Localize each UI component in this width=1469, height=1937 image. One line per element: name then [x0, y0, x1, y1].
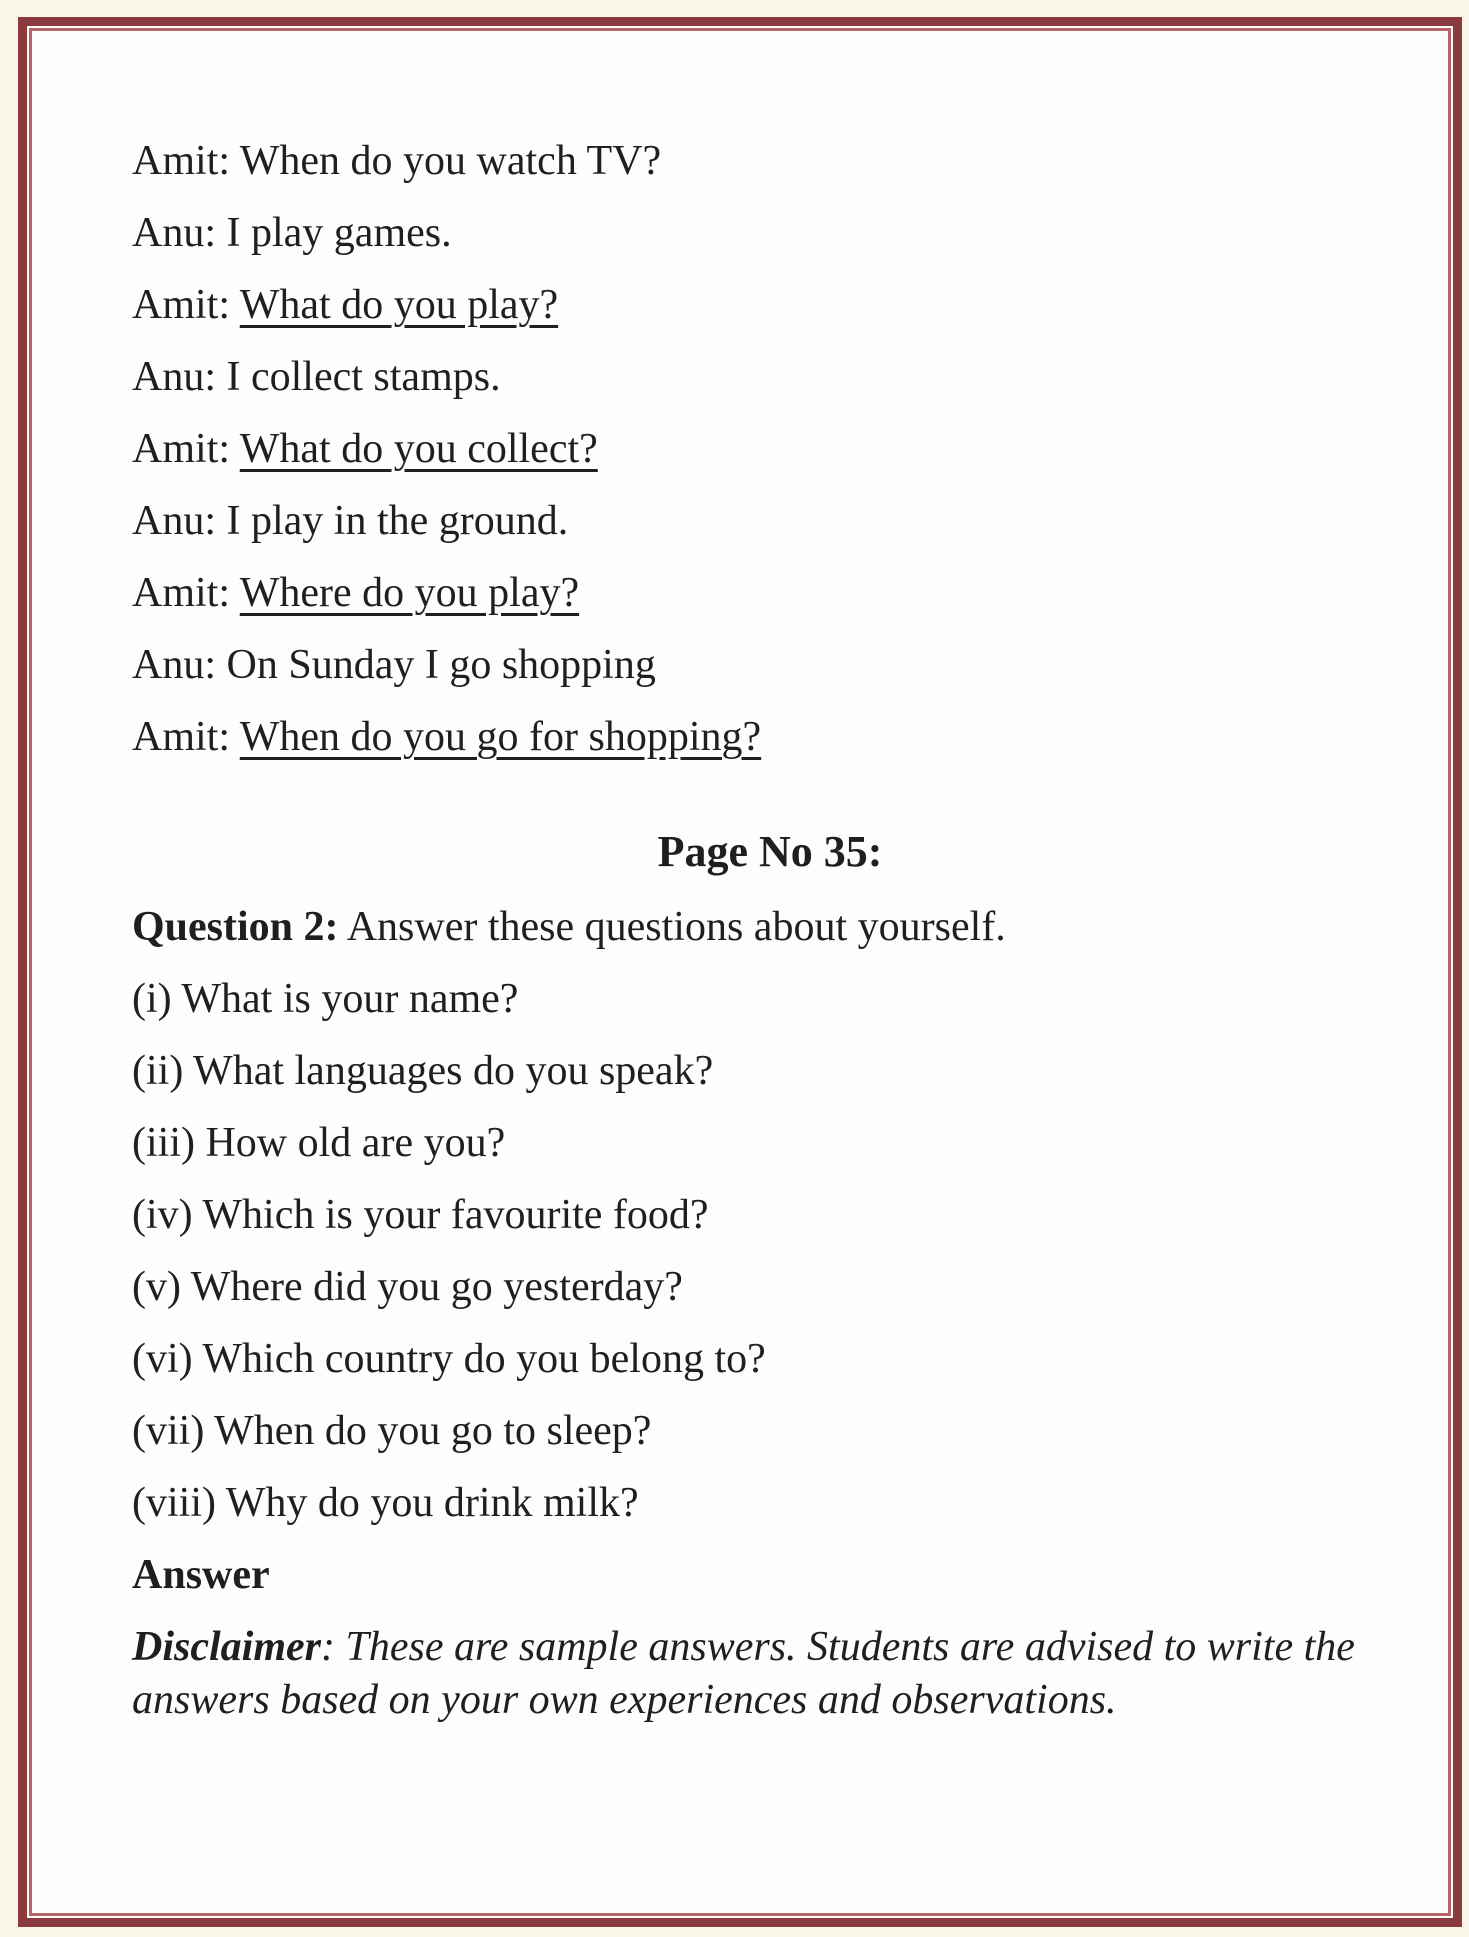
- disclaimer-text: answers based on your own experiences and observations.: [132, 1677, 1117, 1723]
- dialogue-text: Anu: I play in the ground.: [132, 498, 569, 544]
- disclaimer: [132, 1621, 1408, 1727]
- dialogue-line: [132, 495, 1408, 548]
- page-content: [32, 31, 1448, 1913]
- answer-label: Answer: [132, 1552, 270, 1598]
- page-border-inner: [29, 28, 1451, 1916]
- dialogue-line: [132, 207, 1408, 260]
- question-intro: [132, 901, 1408, 954]
- dialogue-text: Anu: On Sunday I go shopping: [132, 642, 656, 688]
- questions-list: [132, 973, 1408, 1530]
- disclaimer-line: [132, 1674, 1408, 1727]
- question-number-label: Question 2:: [132, 904, 339, 950]
- dialogue-line: [132, 567, 1408, 620]
- question-item: (vi) Which country do you belong to?: [132, 1336, 766, 1382]
- question-item: (v) Where did you go yesterday?: [132, 1264, 683, 1310]
- page-border-outer: [18, 17, 1462, 1927]
- dialogue-text: Anu: I collect stamps.: [132, 354, 501, 400]
- disclaimer-label: Disclaimer: [132, 1624, 321, 1670]
- dialogue-underlined-text: What do you play?: [239, 282, 559, 328]
- question-item: (vii) When do you go to sleep?: [132, 1408, 652, 1454]
- question-item: (viii) Why do you drink milk?: [132, 1480, 639, 1526]
- question-item: (ii) What languages do you speak?: [132, 1048, 714, 1094]
- disclaimer-line: [132, 1621, 1408, 1674]
- question-item: (iii) How old are you?: [132, 1120, 506, 1166]
- dialogue-text: Amit:: [132, 282, 240, 328]
- dialogue-underlined-text: When do you go for shopping?: [239, 714, 762, 760]
- page-number-heading: Page No 35:: [657, 827, 883, 876]
- dialogue-underlined-text: What do you collect?: [239, 426, 598, 472]
- dialogue-line: [132, 135, 1408, 188]
- dialogue-line: [132, 351, 1408, 404]
- dialogue-text: Amit: When do you watch TV?: [132, 138, 662, 184]
- disclaimer-text: : These are sample answers. Students are advised to write the: [320, 1624, 1355, 1670]
- dialogue-underlined-text: Where do you play?: [239, 570, 580, 616]
- dialogue-text: Amit:: [132, 714, 240, 760]
- question-item: (i) What is your name?: [132, 976, 519, 1022]
- dialogue-text: Anu: I play games.: [132, 210, 452, 256]
- dialogue-line: [132, 423, 1408, 476]
- question-intro-text: Answer these questions about yourself.: [338, 904, 1006, 950]
- question-item: (iv) Which is your favourite food?: [132, 1192, 709, 1238]
- dialogue-line: [132, 711, 1408, 764]
- dialogue-line: [132, 279, 1408, 332]
- dialogue-line: [132, 639, 1408, 692]
- dialogue-section: [132, 135, 1408, 764]
- dialogue-text: Amit:: [132, 570, 240, 616]
- dialogue-text: Amit:: [132, 426, 240, 472]
